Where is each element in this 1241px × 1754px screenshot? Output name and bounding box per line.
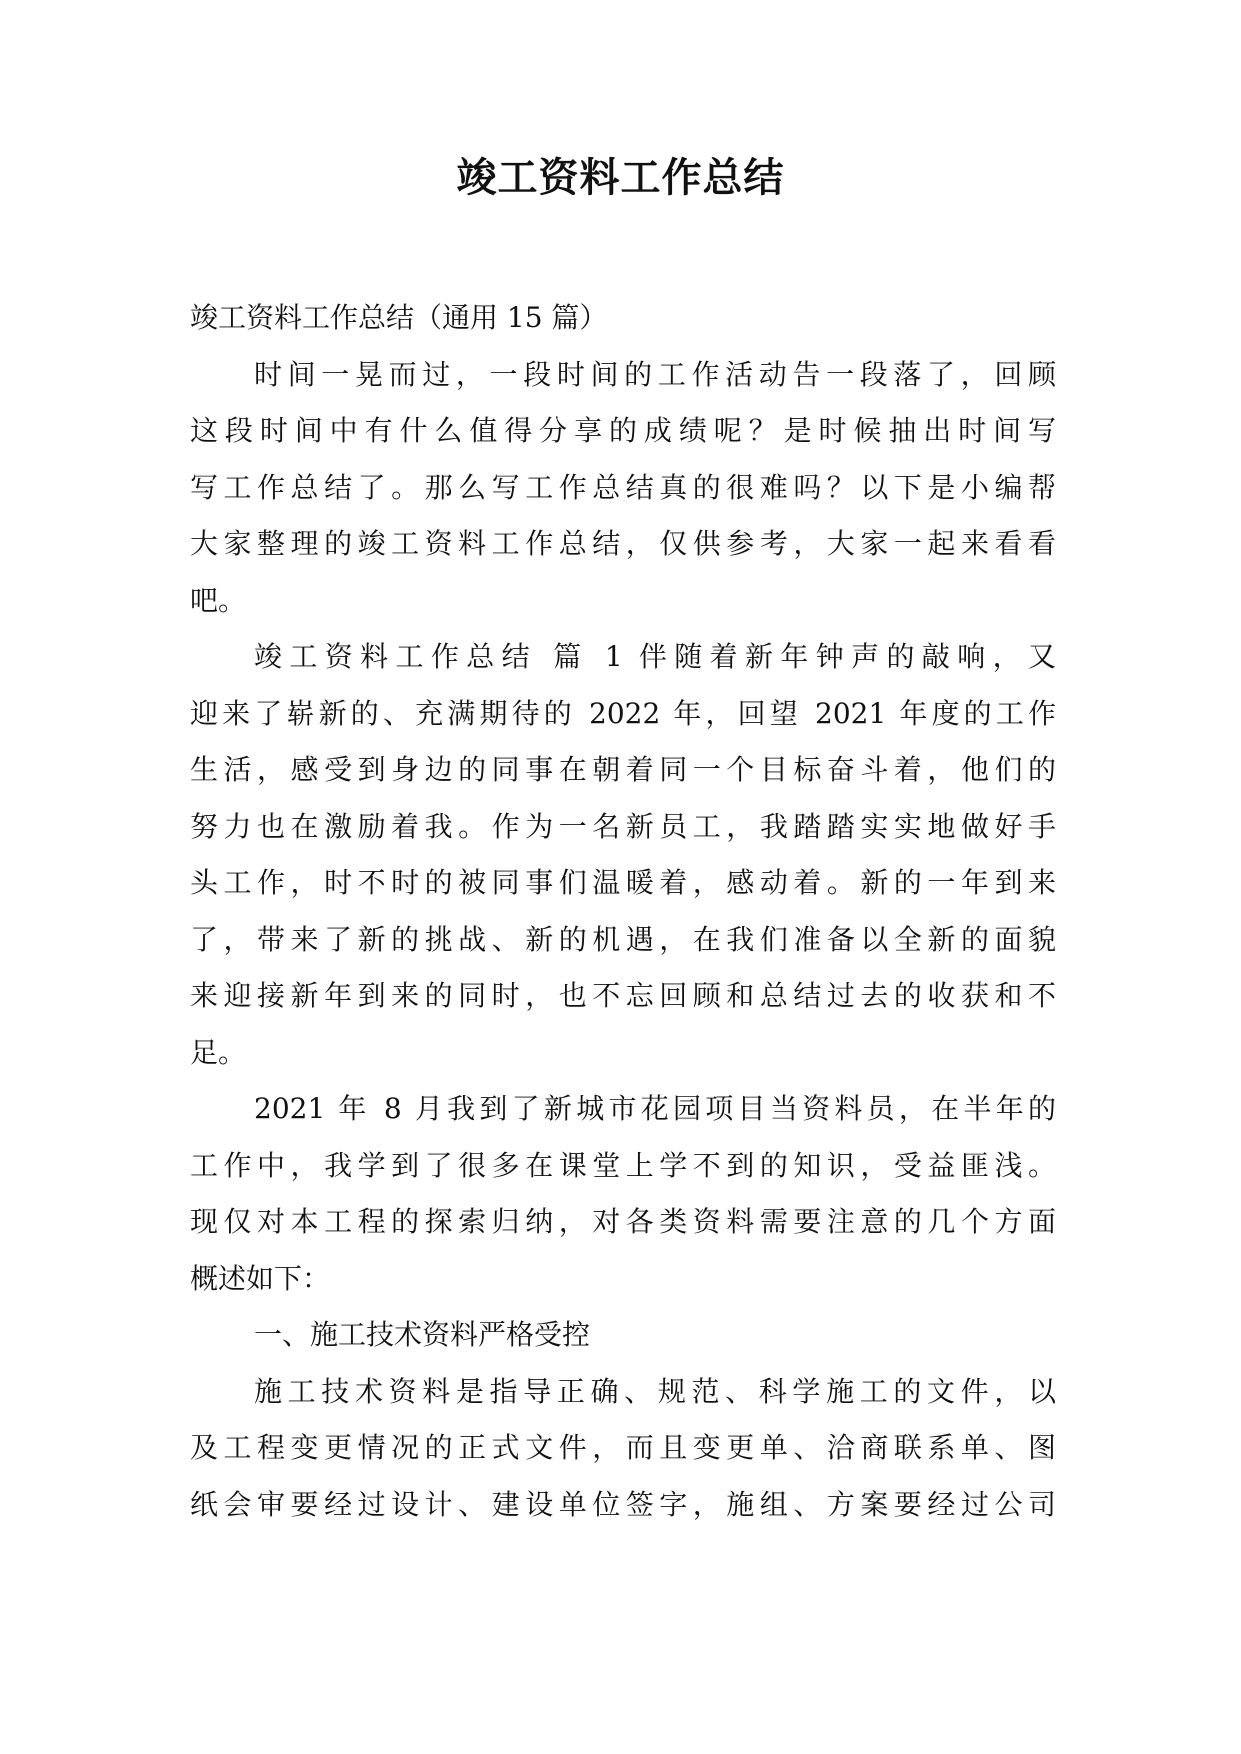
document-body	[190, 290, 1056, 1533]
paragraph-line: 生活，感受到身边的同事在朝着同一个目标奋斗着，他们的	[190, 753, 1056, 786]
paragraph-line: 工作中，我学到了很多在课堂上学不到的知识，受益匪浅。	[190, 1148, 1056, 1182]
paragraph-line: 概述如下：	[190, 1261, 331, 1295]
section-1-paragraph	[190, 629, 1056, 1081]
paragraph-line: 足。	[190, 1035, 247, 1069]
paragraph-line: 竣工资料工作总结 篇 1 伴随着新年钟声的敲响，又	[254, 640, 1056, 673]
paragraph-line: 迎来了崭新的、充满期待的 2022 年，回望 2021 年度的工作	[190, 696, 1056, 730]
paragraph-line: 时间一晃而过，一段时间的工作活动告一段落了，回顾	[254, 357, 1056, 391]
document-title: 竣工资料工作总结	[456, 154, 785, 201]
section-heading-text: 一、施工技术资料严格受控	[254, 1318, 591, 1351]
paragraph-line: 及工程变更情况的正式文件，而且变更单、洽商联系单、图	[190, 1431, 1056, 1464]
paragraph-line: 这段时间中有什么值得分享的成绩呢？是时候抽出时间写	[190, 414, 1056, 447]
paragraph-line: 吧。	[190, 583, 247, 617]
paragraph-line: 纸会审要经过设计、建设单位签字，施组、方案要经过公司	[190, 1487, 1056, 1521]
paragraph-line: 写工作总结了。那么写工作总结真的很难吗？以下是小编帮	[190, 470, 1056, 504]
paragraph-line: 头工作，时不时的被同事们温暖着，感动着。新的一年到来	[190, 866, 1056, 899]
section-heading-1	[190, 1307, 1056, 1364]
paragraph-line: 来迎接新年到来的同时，也不忘回顾和总结过去的收获和不	[190, 979, 1056, 1012]
paragraph-line: 大家整理的竣工资料工作总结，仅供参考，大家一起来看看	[190, 527, 1056, 560]
paragraph-line: 努力也在激励着我。作为一名新员工，我踏踏实实地做好手	[190, 809, 1056, 843]
intro-paragraph	[190, 347, 1056, 630]
project-paragraph	[190, 1081, 1056, 1307]
paragraph-line: 了，带来了新的挑战、新的机遇，在我们准备以全新的面貌	[190, 922, 1056, 956]
document-subtitle: 竣工资料工作总结（通用 15 篇）	[190, 301, 608, 334]
paragraph-line: 施工技术资料是指导正确、规范、科学施工的文件，以	[254, 1374, 1056, 1408]
technical-materials-paragraph	[190, 1364, 1056, 1534]
paragraph-line: 现仅对本工程的探索归纳，对各类资料需要注意的几个方面	[190, 1205, 1056, 1238]
paragraph-line: 2021 年 8 月我到了新城市花园项目当资料员，在半年的	[254, 1092, 1056, 1125]
